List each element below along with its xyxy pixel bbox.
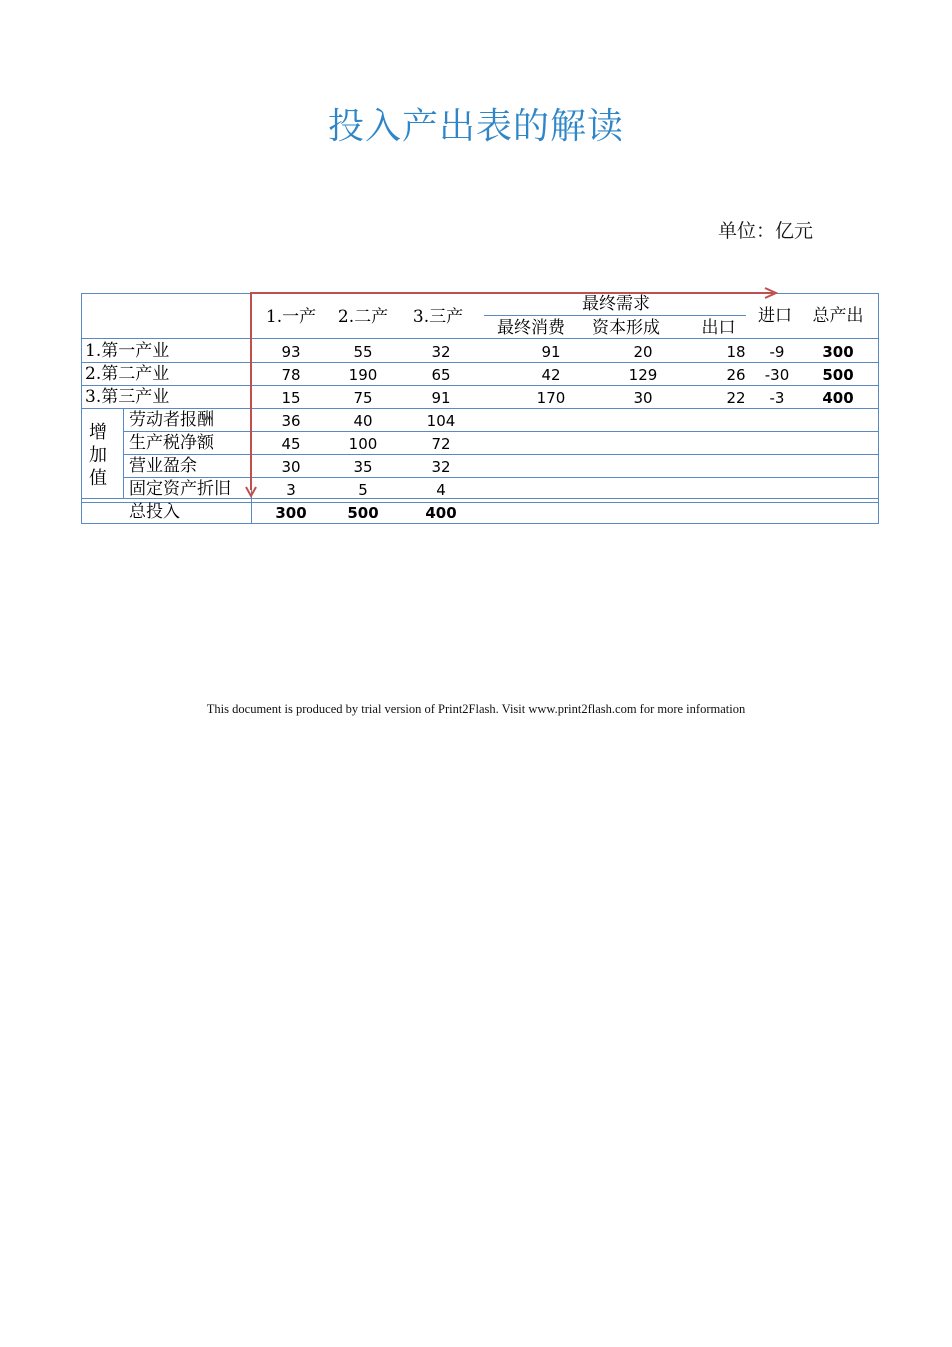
unit-label: 单位：亿元 (718, 220, 814, 242)
value-added-row-label: 生产税净额 (129, 433, 214, 453)
table-cell: 400 (822, 389, 854, 407)
table-cell: 100 (348, 435, 378, 453)
table-cell: 4 (436, 481, 446, 499)
total-input-secondary: 500 (347, 504, 379, 522)
table-cell: 22 (726, 389, 746, 407)
page-title: 投入产出表的解读 (327, 106, 624, 147)
table-cell: 3 (286, 481, 296, 499)
value-added-row-label: 劳动者报酬 (129, 410, 214, 430)
table-cell: 18 (726, 343, 746, 361)
col-header-export: 出口 (701, 318, 736, 338)
total-input-label: 总投入 (129, 502, 180, 522)
table-cell: 45 (281, 435, 301, 453)
table-cell: 78 (281, 366, 301, 384)
table-cell: 36 (281, 412, 301, 430)
table-cell: 104 (426, 412, 456, 430)
col-header-capital-formation: 资本形成 (592, 318, 660, 338)
table-cell: 65 (431, 366, 451, 384)
table-cell: 75 (353, 389, 373, 407)
table-cell: 26 (726, 366, 746, 384)
trial-footer: This document is produced by trial version of Print2Flash. Visit www.print2flash.com for more information (206, 702, 746, 716)
table-cell: 500 (822, 366, 854, 384)
table-cell: 93 (281, 343, 301, 361)
row-direction-arrow (251, 293, 773, 490)
table-cell: 32 (431, 343, 451, 361)
table-cell: 190 (348, 366, 378, 384)
table-cell: 35 (353, 458, 373, 476)
table-cell: 42 (541, 366, 561, 384)
table-cell: 129 (628, 366, 658, 384)
row-label: 3.第三产业 (85, 387, 170, 407)
row-label: 2.第二产业 (85, 364, 170, 384)
value-added-row-label: 固定资产折旧 (129, 479, 231, 499)
col-header-final-demand: 最终需求 (582, 294, 650, 314)
table-cell: 32 (431, 458, 451, 476)
table-cell: 91 (431, 389, 451, 407)
col-header-primary: 1.一产 (265, 307, 317, 327)
table-cell: 30 (281, 458, 301, 476)
row-label: 1.第一产业 (85, 341, 170, 361)
table-cell: 15 (281, 389, 301, 407)
table-cell: 40 (353, 412, 373, 430)
col-header-final-consumption: 最终消费 (497, 318, 565, 338)
col-header-tertiary: 3.三产 (412, 307, 464, 327)
table-cell: -9 (769, 343, 785, 361)
table-cell: 20 (633, 343, 653, 361)
value-added-label: 增加值 (89, 422, 107, 489)
total-input-primary: 300 (275, 504, 307, 522)
col-header-import: 进口 (758, 306, 792, 326)
table-cell: 72 (431, 435, 451, 453)
table-cell: 300 (822, 343, 854, 361)
table-cell: 5 (358, 481, 368, 499)
table-cell: 55 (353, 343, 373, 361)
table-cell: -30 (764, 366, 790, 384)
table-cell: 30 (633, 389, 653, 407)
col-header-total-output: 总产出 (812, 306, 864, 326)
table-cell: 91 (541, 343, 561, 361)
total-input-tertiary: 400 (425, 504, 457, 522)
value-added-row-label: 营业盈余 (129, 456, 197, 476)
col-header-secondary: 2.二产 (337, 307, 389, 327)
table-cell: 170 (536, 389, 566, 407)
table-cell: -3 (769, 389, 785, 407)
